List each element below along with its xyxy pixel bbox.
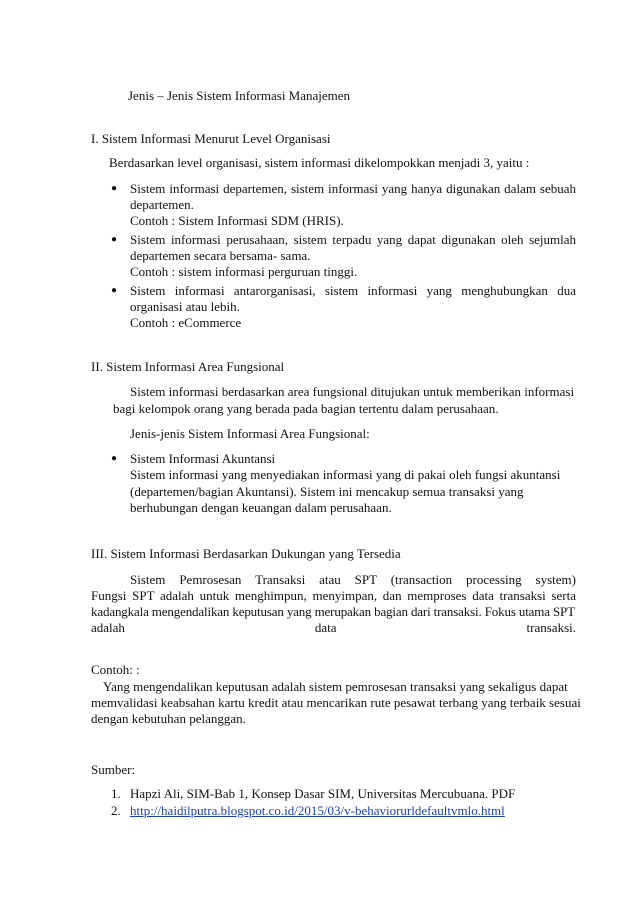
section2-para-line1: Sistem informasi berdasarkan area fungsional ditujukan untuk memberikan informasi [130, 384, 575, 399]
source-item-1: Hapzi Ali, SIM-Bab 1, Konsep Dasar SIM, Universitas Mercubuana. PDF [130, 786, 516, 801]
section1-heading: I. Sistem Informasi Menurut Level Organisasi [91, 131, 331, 146]
section2-item-title: Sistem Informasi Akuntansi [130, 451, 276, 466]
sources-label: Sumber: [91, 762, 136, 777]
section2-subheading: Jenis-jenis Sistem Informasi Area Fungsional: [130, 426, 370, 441]
source-number: 1. [111, 786, 121, 801]
section1-item2-example: Contoh : sistem informasi perguruan tinggi. [130, 264, 358, 279]
section2-item-line2: (departemen/bagian Akuntansi). Sistem ini mencakup semua transaksi yang [130, 484, 524, 499]
section1-item3-example: Contoh : eCommerce [130, 315, 242, 330]
section3-heading: III. Sistem Informasi Berdasarkan Dukungan yang Tersedia [91, 546, 401, 561]
section2-heading: II. Sistem Informasi Area Fungsional [91, 359, 285, 374]
section1-item3-line1: Sistem informasi antarorganisasi, sistem informasi yang menghubungkan dua [130, 283, 576, 298]
section1-item1-line1: Sistem informasi departemen, sistem informasi yang hanya digunakan dalam sebuah [130, 181, 576, 196]
section1-item3-line2: organisasi atau lebih. [130, 299, 240, 314]
section1-item1-example: Contoh : Sistem Informasi SDM (HRIS). [130, 213, 344, 228]
section2-item-line3: berhubungan dengan keuangan dalam perusahaan. [130, 500, 392, 515]
section1-item2-line2: departemen secara bersama- sama. [130, 248, 311, 263]
section3-para-line3: kadangkala mengendalikan keputusan yang merupakan bagian dari transaksi. Fokus utama SPT [91, 604, 575, 619]
source-link-2[interactable]: http://haidilputra.blogspot.co.id/2015/03/v-behaviorurldefaultvmlo.html [130, 803, 505, 818]
section3-para-line2: Fungsi SPT adalah untuk menghimpun, menyimpan, dan memproses data transaksi serta [91, 588, 576, 603]
section2-para-line2: bagi kelompok orang yang berada pada bagian tertentu dalam perusahaan. [113, 401, 499, 416]
example-line1: Yang mengendalikan keputusan adalah sistem pemrosesan transaksi yang sekaligus dapat [103, 679, 568, 694]
bullet-icon: ● [111, 183, 118, 194]
source-number: 2. [111, 803, 121, 818]
bullet-icon: ● [111, 453, 118, 464]
example-line3: dengan kebutuhan pelanggan. [91, 711, 246, 726]
section3-para-line4: adalah data transaksi. [91, 620, 576, 635]
section3-para-line1: Sistem Pemrosesan Transaksi atau SPT (transaction processing system) [130, 572, 576, 587]
bullet-icon: ● [111, 285, 118, 296]
document-title: Jenis – Jenis Sistem Informasi Manajemen [128, 88, 351, 103]
section1-item2-line1: Sistem informasi perusahaan, sistem terpadu yang dapat digunakan oleh sejumlah [130, 232, 576, 247]
bullet-icon: ● [111, 234, 118, 245]
example-label: Contoh: : [91, 662, 140, 677]
section1-intro: Berdasarkan level organisasi, sistem informasi dikelompokkan menjadi 3, yaitu : [109, 155, 530, 170]
example-line2: memvalidasi keabsahan kartu kredit atau mencarikan rute pesawat terbang yang terbaik sesuai [91, 695, 581, 710]
section2-item-line1: Sistem informasi yang menyediakan informasi yang di pakai oleh fungsi akuntansi [130, 467, 561, 482]
section1-item1-line2: departemen. [130, 197, 194, 212]
